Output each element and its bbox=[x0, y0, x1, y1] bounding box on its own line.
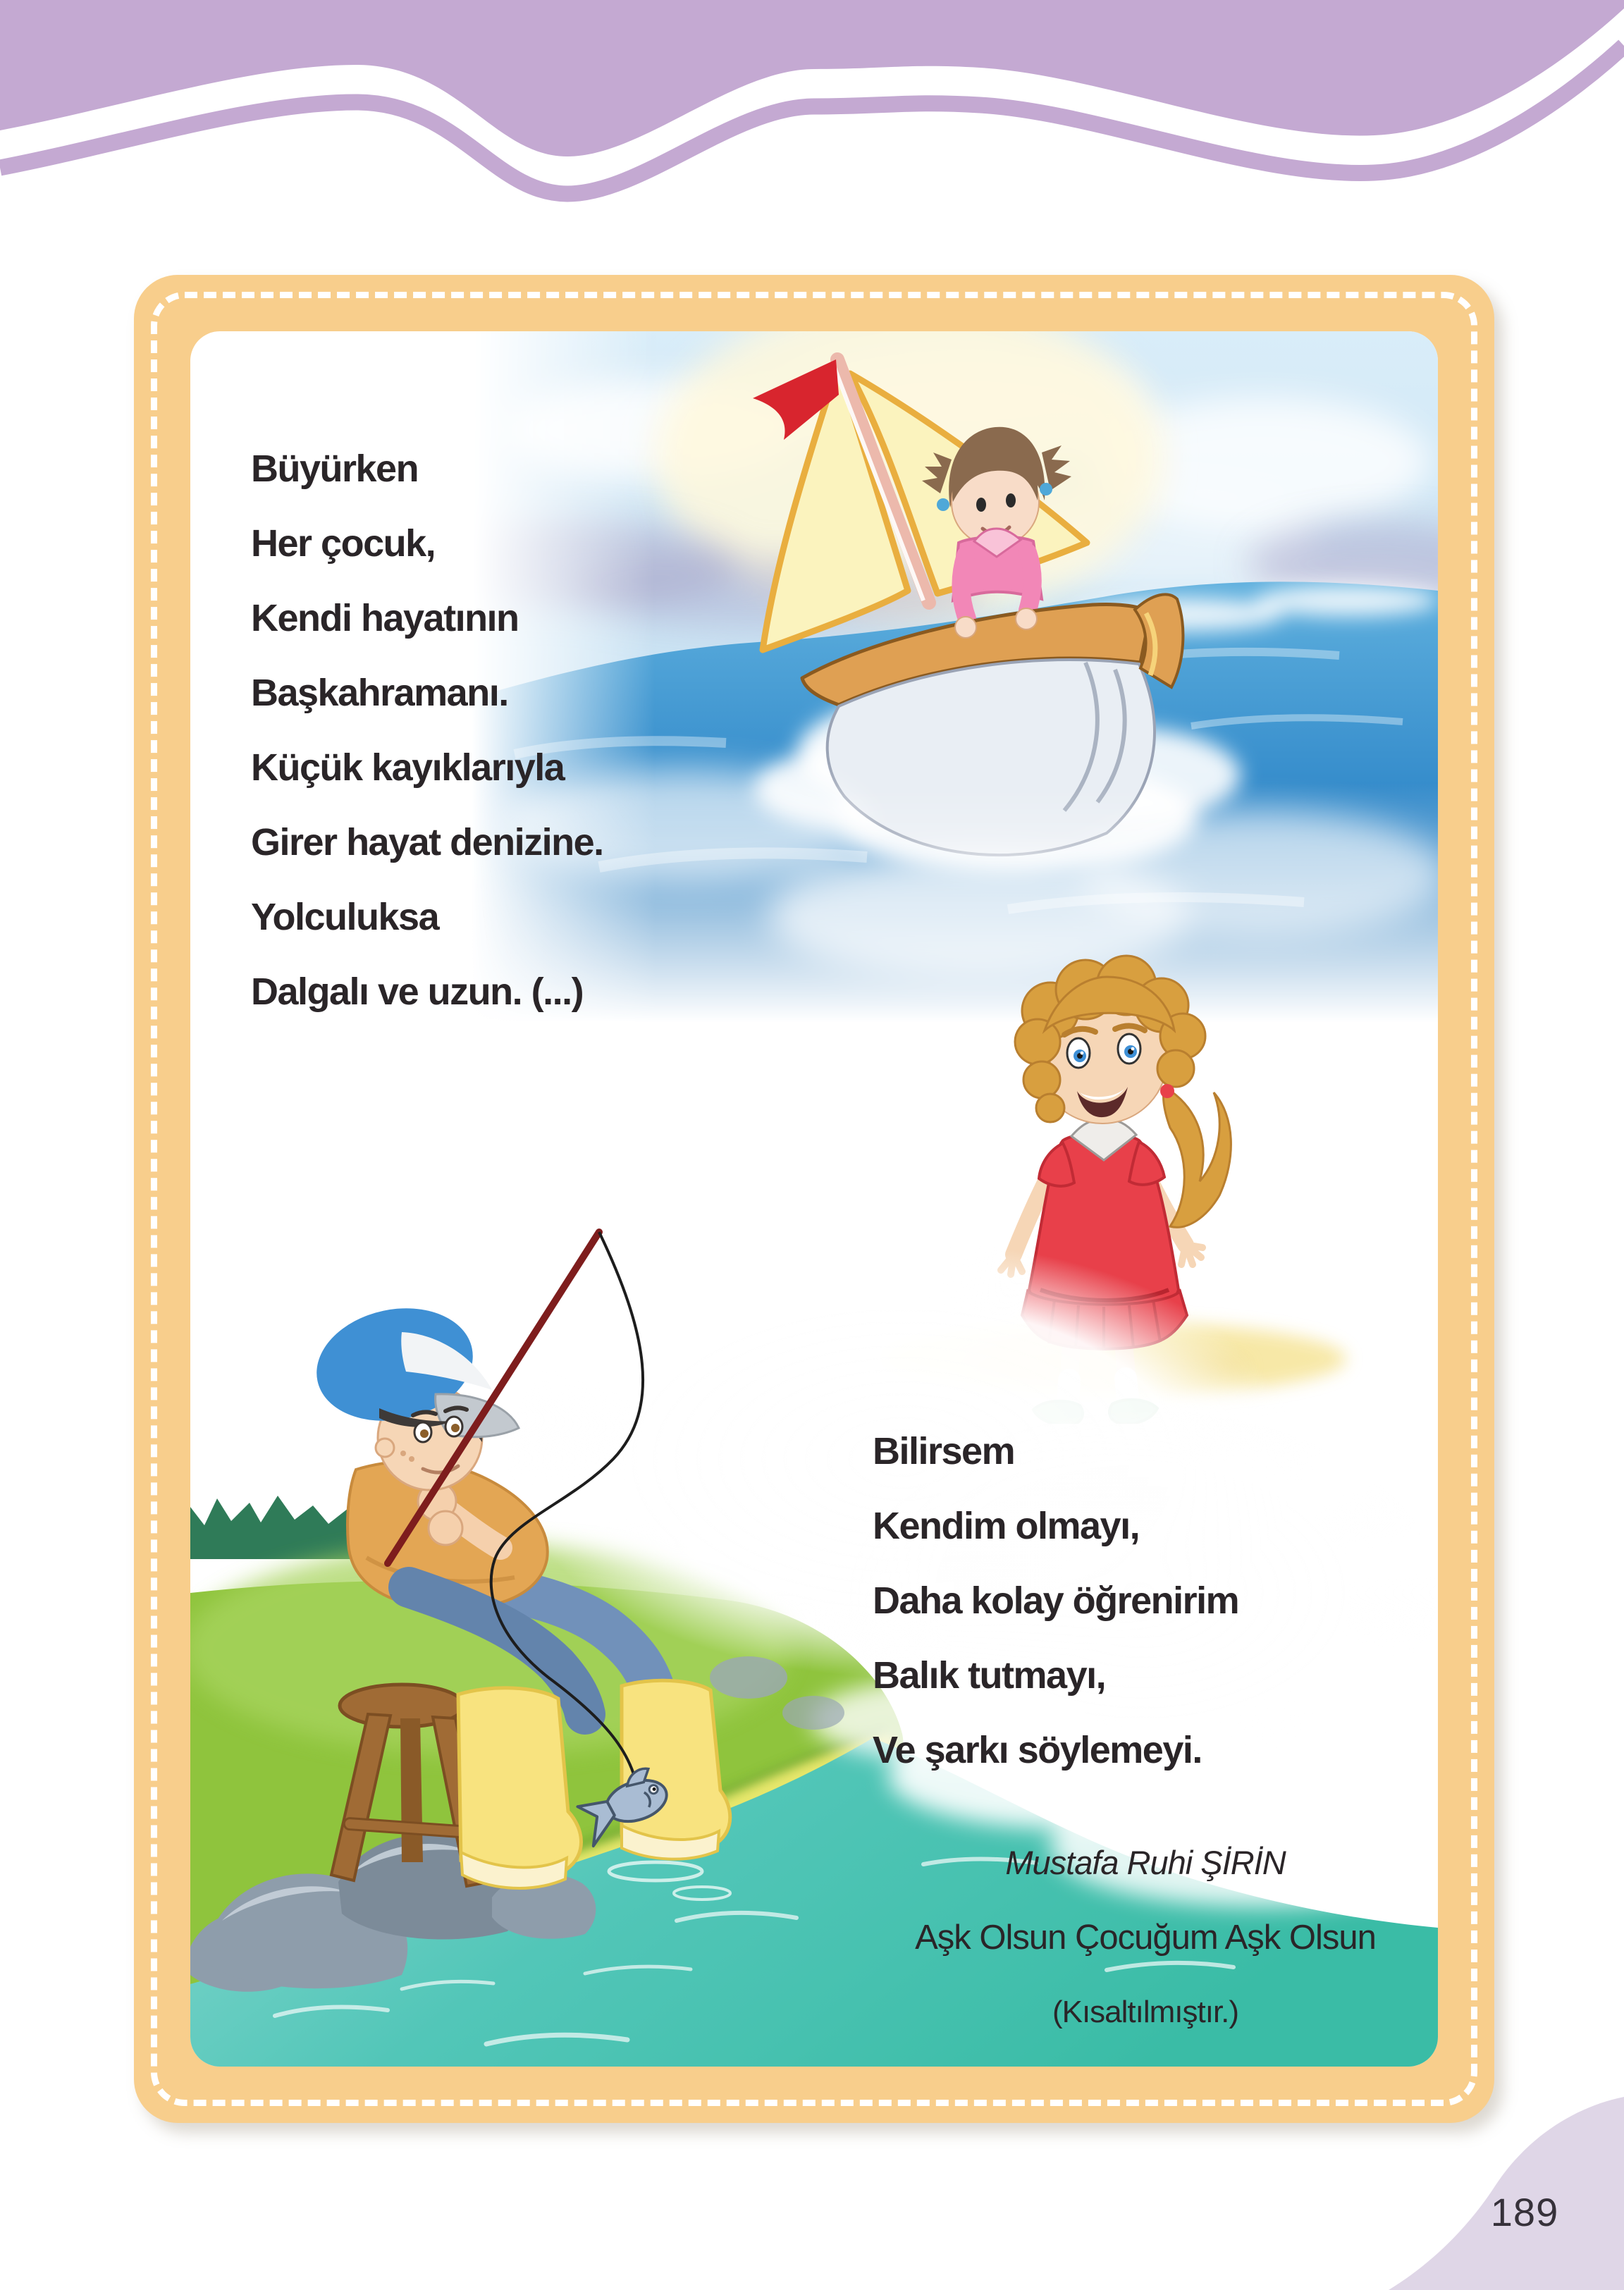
poem-book-title: Aşk Olsun Çocuğum Aşk Olsun bbox=[915, 1919, 1376, 1957]
page-number: 189 bbox=[1490, 2190, 1559, 2234]
poem-line: Ve şarkı söylemeyi. bbox=[873, 1729, 1202, 1771]
poem-line: Başkahramanı. bbox=[251, 672, 508, 714]
poem-line: Dalgalı ve uzun. (...) bbox=[251, 971, 584, 1013]
poem-line: Küçük kayıklarıyla bbox=[251, 746, 565, 789]
poem-author: Mustafa Ruhi ŞİRİN bbox=[1005, 1844, 1286, 1881]
poem-stanza-1 bbox=[251, 431, 603, 1029]
poem-stanza-2 bbox=[873, 1414, 1238, 1787]
poem-note: (Kısaltılmıştır.) bbox=[1052, 1995, 1239, 2029]
poem-line: Kendim olmayı, bbox=[873, 1505, 1140, 1547]
poem-line: Yolculuksa bbox=[251, 896, 439, 938]
poem-line: Kendi hayatının bbox=[251, 597, 519, 639]
poem-attribution bbox=[779, 1826, 1438, 2050]
poem-line: Büyürken bbox=[251, 448, 419, 490]
poem-line: Balık tutmayı, bbox=[873, 1654, 1106, 1697]
top-wave-decoration bbox=[0, 0, 1624, 211]
poem-line: Girer hayat denizine. bbox=[251, 821, 603, 863]
poem-line: Bilirsem bbox=[873, 1430, 1015, 1472]
content-frame bbox=[134, 275, 1494, 2123]
page-number-blob bbox=[1342, 2079, 1624, 2290]
content-area bbox=[190, 331, 1438, 2067]
poem-line: Daha kolay öğrenirim bbox=[873, 1580, 1239, 1622]
sailboat-illustration bbox=[472, 331, 1438, 1022]
poem-line: Her çocuk, bbox=[251, 522, 436, 565]
